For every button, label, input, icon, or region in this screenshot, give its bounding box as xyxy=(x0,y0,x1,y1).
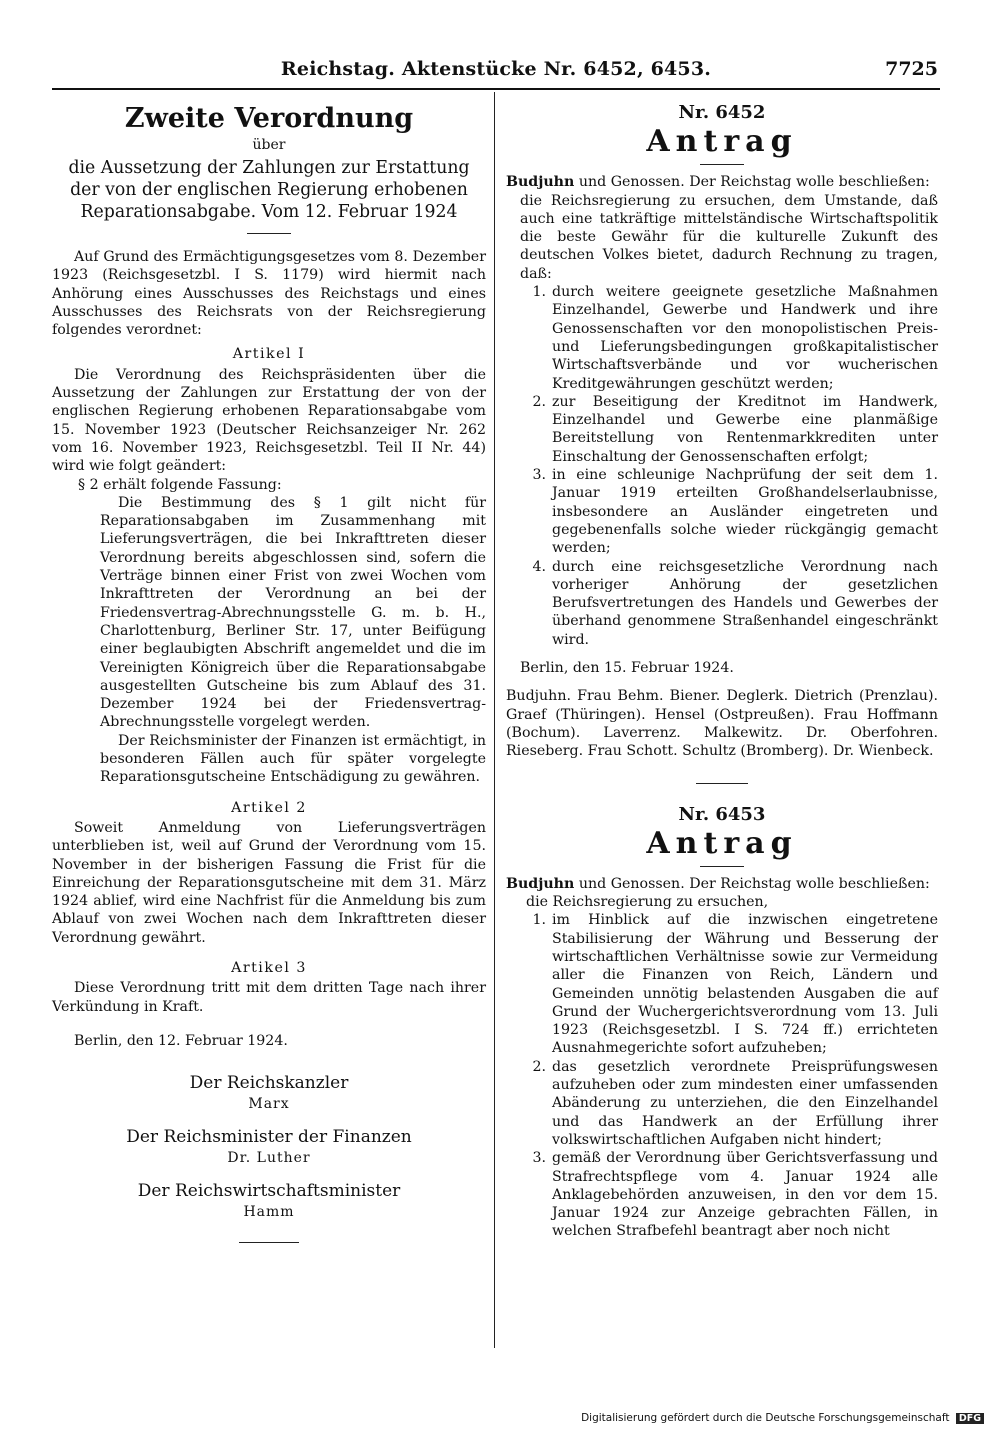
motion-6453-lead xyxy=(506,875,938,893)
motion-6452-number: Nr. 6452 xyxy=(678,102,766,123)
motion-6453-item-number: 2. xyxy=(532,1058,546,1075)
motion-6453-lead-text: und Genossen. Der Reichstag wolle beschließen: xyxy=(578,875,930,892)
motion-6453-mover: Budjuhn xyxy=(506,875,575,892)
signature-3-title: Der Reichswirtschaftsminister xyxy=(137,1181,401,1202)
header-rule xyxy=(52,88,940,90)
footer-text: Digitalisierung gefördert durch die Deutsche Forschungsgemeinschaft xyxy=(581,1412,950,1424)
article-1-text: Die Verordnung des Reichspräsidenten über die Aussetzung der Zahlungen zur Erstattung der von der englischen Regierung erhobenen Reparationsabgabe vom 15. November 1923 (Deutscher Reichsanzeiger Nr. 262 vom 16. November 1923, Reichsgesetzbl. Teil II Nr. 44) wird wie folgt geändert: xyxy=(52,366,486,475)
motion-6452-item xyxy=(524,558,938,649)
motion-6453-item-text: das gesetzlich verordnete Preisprüfungswesen aufzuheben oder zum mindesten einer umfassenden Abänderung zu unterziehen, die den Einzelhandel und das Handwerk an der Erfüllung ihrer volkswirtschaftlichen Aufgaben nicht hindert; xyxy=(552,1058,938,1148)
signature-2-name: Dr. Luther xyxy=(227,1150,311,1167)
motion-6453-item-number: 3. xyxy=(532,1150,546,1167)
motion-6452-item-number: 1. xyxy=(532,284,546,301)
decree-subtitle: die Aussetzung der Zahlungen zur Erstattung der von der englischen Regierung erhobenen Reparationsabgabe. Vom 12. Februar 1924 xyxy=(68,158,470,222)
motion-6452-item-number: 4. xyxy=(532,558,546,575)
motion-6452-item-text: zur Beseitigung der Kreditnot im Handwerk, Einzelhandel und Gewerbe eine planmäßige Bereitstellung von Rentenmarkkrediten unter Einschaltung der Genossenschaften erfolgt; xyxy=(552,393,938,465)
motion-6453-item xyxy=(524,911,938,1057)
article-1-paragraph: § 2 erhält folgende Fassung: xyxy=(78,476,282,493)
motion-6452-date: Berlin, den 15. Februar 1924. xyxy=(520,660,734,677)
motion-6452-item-number: 3. xyxy=(532,467,546,484)
page-number: 7725 xyxy=(885,58,938,80)
motion-6452-lead xyxy=(506,173,938,191)
motion-6453-list xyxy=(524,911,938,1240)
motion-6453-body: die Reichsregierung zu ersuchen, xyxy=(526,894,769,911)
decree-intro: Auf Grund des Ermächtigungsgesetzes vom 8. Dezember 1923 (Reichsgesetzbl. I S. 1179) wird hiermit nach Anhörung eines Ausschusses des Reichstags und eines Ausschusses des Reichsrats von der Reichsregierung folgendes verordnet: xyxy=(52,249,486,339)
motion-6452-item-text: durch eine reichsgesetzliche Verordnung nach vorheriger Anhörung der gesetzlichen Berufsvertretungen des Handels und Gewerbes der überhand genommene Straßenhandel eingeschränkt wird. xyxy=(552,558,938,648)
motion-6453-rule xyxy=(700,866,744,867)
section-rule xyxy=(696,783,748,784)
title-rule xyxy=(247,233,291,234)
decree-subtitle-ueber: über xyxy=(252,137,286,153)
signature-1-title: Der Reichskanzler xyxy=(189,1073,349,1094)
signature-3-name: Hamm xyxy=(243,1204,295,1221)
motion-6452-heading: Antrag xyxy=(646,124,798,160)
motion-6452-item xyxy=(524,393,938,466)
page-header xyxy=(52,58,940,86)
article-1-quote xyxy=(100,494,486,787)
motion-6452-mover: Budjuhn xyxy=(506,174,575,191)
left-column xyxy=(52,100,486,1243)
motion-6453-item-text: im Hinblick auf die inzwischen eingetretene Stabilisierung der Währung und Besserung der wirtschaftlichen Verhältnisse sowie zur Vermeidung aller die Finanzen von Reich, Ländern und Gemeinden unnötig belastenden Ausgaben die auf Grund der Wuchergerichtsverordnung vom 13. Juli 1923 (Reichsgesetzbl. I S. 724 ff.) errichteten Ausnahmegerichte sofort aufzuheben; xyxy=(552,912,938,1057)
dfg-logo: DFG xyxy=(956,1413,984,1424)
motion-6452-item xyxy=(524,466,938,557)
footer-credit xyxy=(581,1412,984,1424)
motion-6453-item-text: gemäß der Verordnung über Gerichtsverfassung und Strafrechtspflege vom 4. Januar 1924 alle Anklagebehörden anzuweisen, in den vor dem 15. Januar 1924 zur Anzeige gebrachten Fällen, in welchen Strafbefehl beantragt aber noch nicht xyxy=(552,1150,938,1240)
motion-6453-number: Nr. 6453 xyxy=(678,803,766,825)
article-1-heading: Artikel I xyxy=(232,346,306,363)
article-1-quote-2: Der Reichsminister der Finanzen ist ermächtigt, in besonderen Fällen auch für später vorgelegte Reparationsgutscheine Entschädigung zu gewähren. xyxy=(100,732,486,786)
motion-6452-item-text: in eine schleunige Nachprüfung der seit dem 1. Januar 1919 erteilten Großhandelserlaubnisse, insbesondere an Ausländer eingetreten und gegebenenfalls solche wieder rückgängig gemacht werden; xyxy=(552,467,938,557)
motion-6453-heading: Antrag xyxy=(646,825,798,861)
article-2-text: Soweit Anmeldung von Lieferungsverträgen unterblieben ist, weil auf Grund der Verordnung vom 15. November in der bisherigen Fassung die Frist für die Einreichung der Reparationsgutscheine mit dem 31. März 1924 ablief, wird eine Nachfrist für die Anmeldung bis zum Ablauf von zwei Wochen nach dem Inkrafttreten dieser Verordnung gewährt. xyxy=(52,819,486,946)
signatures xyxy=(52,1072,486,1222)
motion-6453-item xyxy=(524,1149,938,1240)
article-3-heading: Artikel 3 xyxy=(231,959,307,976)
motion-6452-item-text: durch weitere geeignete gesetzliche Maßnahmen Einzelhandel, Gewerbe und Handwerk und ihre Genossenschaften vor den monopolistischen Preis- und Lieferungsbedingungen großkapitalistischer Wirtschaftsverbände und vor wucherischen Kreditgewährungen geschützt werden; xyxy=(552,284,938,392)
motion-6453-item-number: 1. xyxy=(532,912,546,929)
article-2-heading: Artikel 2 xyxy=(231,799,307,816)
motion-6452-item xyxy=(524,283,938,393)
motion-6452-item-number: 2. xyxy=(532,393,546,410)
motion-6452-rule xyxy=(700,164,744,165)
motion-6452-list xyxy=(524,283,938,649)
header-title: Reichstag. Aktenstücke Nr. 6452, 6453. xyxy=(280,58,712,80)
signature-1-name: Marx xyxy=(248,1096,290,1113)
motion-6453-item xyxy=(524,1058,938,1149)
decree-date: Berlin, den 12. Februar 1924. xyxy=(74,1032,288,1049)
end-rule xyxy=(239,1242,299,1243)
motion-6452-lead-text: und Genossen. Der Reichstag wolle beschließen: xyxy=(578,174,930,191)
right-column xyxy=(506,100,938,1241)
motion-6452-body: die Reichsregierung zu ersuchen, dem Umstande, daß auch eine tatkräftige mittelständische Wirtschaftspolitik die beste Gewähr für die kulturelle Zukunft des deutschen Volkes bietet, dadurch Rechnung zu tragen, daß: xyxy=(520,192,938,282)
article-1-quote-1: Die Bestimmung des § 1 gilt nicht für Reparationsabgaben im Zusammenhang mit Lieferungsverträgen, die bei Inkrafttreten dieser Verordnung bereits abgeschlossen sind, sofern die Verträge binnen einer Frist von zwei Wochen vom Inkrafttreten der Verordnung an bei der Friedensvertrag-Abrechnungsstelle G. m. b. H., Charlottenburg, Berliner Str. 17, unter Beifügung einer beglaubigten Abschrift angemeldet und die im Vereinigten Königreich über die Reparationsabgabe ausgestellten Gutscheine bis zum Ablauf des 31. Dezember 1924 bei der Friedensvertrag-Abrechnungsstelle vorgelegt werden. xyxy=(100,494,486,731)
motion-6452-signers: Budjuhn. Frau Behm. Biener. Deglerk. Dietrich (Prenzlau). Graef (Thüringen). Hensel (Ostpreußen). Frau Hoffmann (Bochum). Laverrenz. Malkewitz. Dr. Oberfohren. Rieseberg. Frau Schott. Schultz (Bromberg). Dr. Wienbeck. xyxy=(506,688,938,760)
article-3-text: Diese Verordnung tritt mit dem dritten Tage nach ihrer Verkündung in Kraft. xyxy=(52,980,486,1015)
decree-title: Zweite Verordnung xyxy=(124,103,414,134)
column-divider xyxy=(494,92,495,1348)
signature-2-title: Der Reichsminister der Finanzen xyxy=(126,1127,412,1148)
